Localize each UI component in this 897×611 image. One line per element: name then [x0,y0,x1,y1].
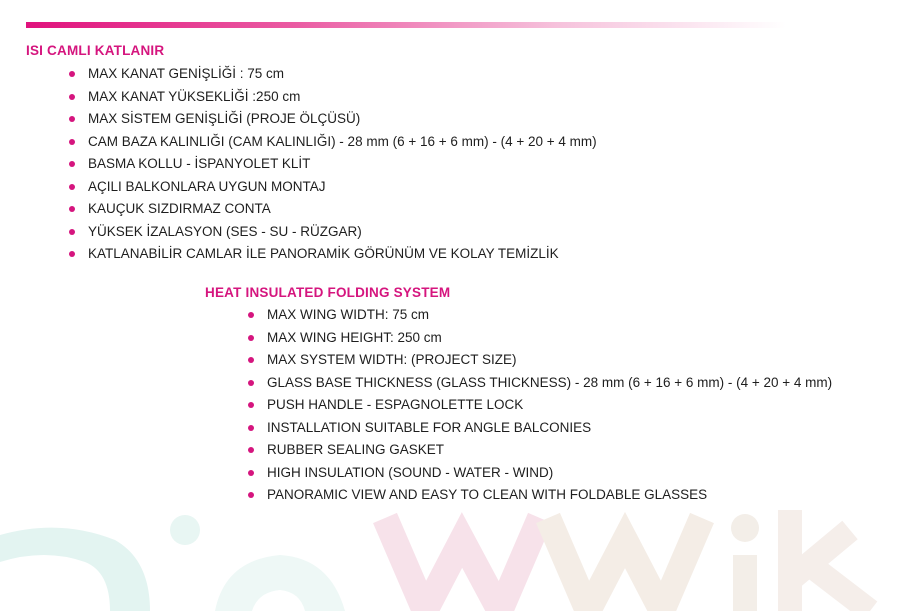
bullet-icon [69,116,75,122]
list-item-text: MAX WING WIDTH: 75 cm [267,307,429,322]
bullet-icon [248,447,254,453]
list-item-text: MAX SİSTEM GENİŞLİĞİ (PROJE ÖLÇÜSÜ) [88,111,361,126]
watermark-dot [731,514,759,542]
english-spec-list [247,304,832,507]
bullet-icon [69,71,75,77]
watermark-shapes [0,500,897,611]
bullet-icon [248,312,254,318]
list-item [247,372,832,395]
bullet-icon [69,229,75,235]
list-item-text: INSTALLATION SUITABLE FOR ANGLE BALCONIES [267,419,592,435]
turkish-spec-list [68,63,597,266]
watermark-letter-shape [385,518,540,611]
list-item-text: MAX WING HEIGHT: 250 cm [267,329,442,345]
bullet-icon [248,335,254,341]
list-item-text: CAM BAZA KALINLIĞI (CAM KALINLIĞI) - 28 mm (6 + 16 + 6 mm) - (4 + 20 + 4 mm) [88,133,597,149]
bullet-icon [248,402,254,408]
bullet-icon [69,94,75,100]
list-item-text: MAX KANAT YÜKSEKLİĞİ :250 cm [88,88,301,104]
list-item [68,108,597,131]
watermark-letter-shape [0,528,150,611]
watermark-letter-shape [733,555,757,611]
watermark-letter-shape [548,518,702,611]
list-item [68,63,597,86]
watermark-dot [170,515,200,545]
list-item-text: GLASS BASE THICKNESS (GLASS THICKNESS) - 28 mm (6 + 16 + 6 mm) - (4 + 20 + 4 mm) [267,374,833,390]
list-item-text: MAX KANAT GENİŞLİĞİ : 75 cm [88,66,285,81]
turkish-section-heading: ISI CAMLI KATLANIR [26,43,165,58]
list-item [68,176,597,199]
bullet-icon [248,357,254,363]
list-item-text: PANORAMIC VIEW AND EASY TO CLEAN WITH FOLDABLE GLASSES [267,487,708,502]
list-item [68,86,597,109]
bullet-icon [248,380,254,386]
bullet-icon [69,161,75,167]
watermark-letter-shape [790,510,870,611]
top-gradient-bar [26,22,786,28]
bullet-icon [248,425,254,431]
bullet-icon [69,206,75,212]
list-item [68,198,597,221]
bullet-icon [69,139,75,145]
list-item-text: HIGH INSULATION (SOUND - WATER - WIND) [267,464,554,480]
list-item [247,327,832,350]
bullet-icon [69,184,75,190]
list-item-text: KAUÇUK SIZDIRMAZ CONTA [88,201,271,216]
list-item [247,417,832,440]
list-item [68,243,597,266]
list-item [68,221,597,244]
list-item-text: BASMA KOLLU - İSPANYOLET KLİT [88,156,311,171]
list-item [68,131,597,154]
list-item [247,349,832,372]
list-item [247,439,832,462]
list-item-text: RUBBER SEALING GASKET [267,442,445,457]
english-section-heading: HEAT INSULATED FOLDING SYSTEM [205,285,451,300]
list-item [68,153,597,176]
bullet-icon [69,251,75,257]
list-item-text: KATLANABİLİR CAMLAR İLE PANORAMİK GÖRÜNÜM VE KOLAY TEMİZLİK [88,246,559,261]
watermark-letter-shape [215,555,345,611]
list-item-text: PUSH HANDLE - ESPAGNOLETTE LOCK [267,397,524,412]
list-item-text: YÜKSEK İZALASYON (SES - SU - RÜZGAR) [88,223,362,239]
list-item-text: AÇILI BALKONLARA UYGUN MONTAJ [88,178,326,194]
list-item [247,394,832,417]
list-item-text: MAX SYSTEM WIDTH: (PROJECT SIZE) [267,352,517,367]
background-watermark [0,500,897,611]
list-item [247,462,832,485]
list-item [247,304,832,327]
bullet-icon [248,470,254,476]
bullet-icon [248,492,254,498]
